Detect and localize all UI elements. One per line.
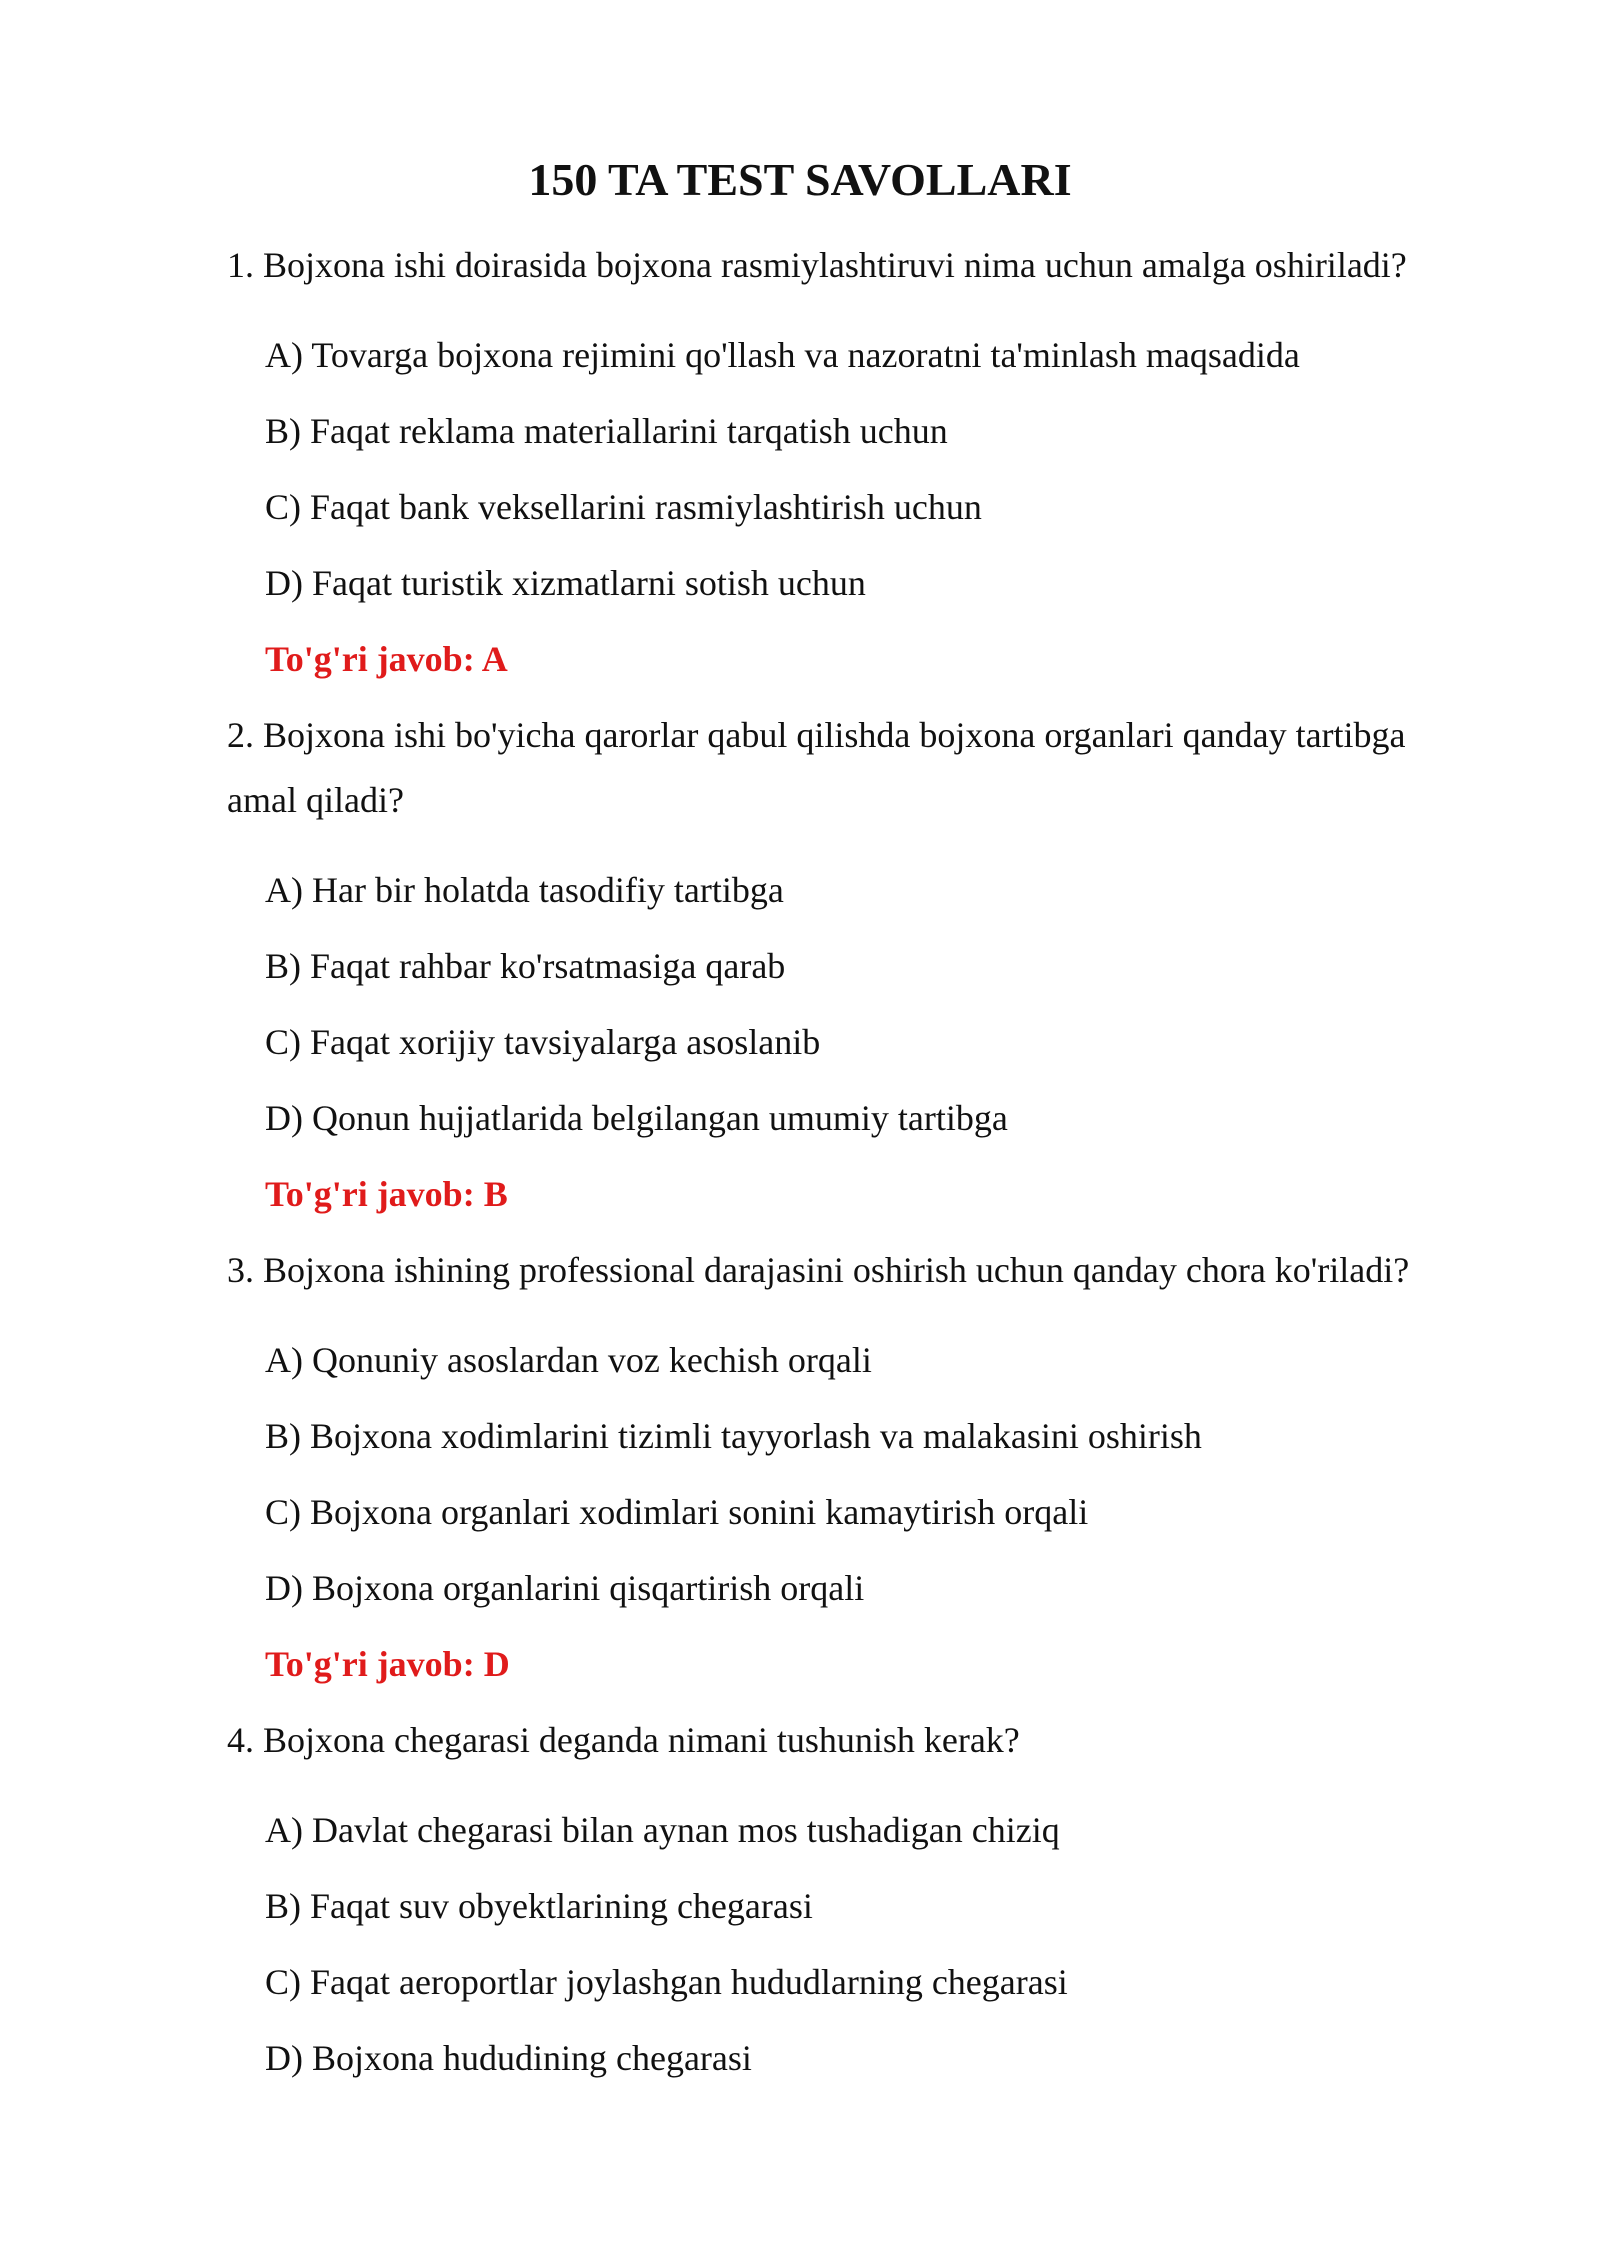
question-1-option-b: B) Faqat reklama materiallarini tarqatish uchun bbox=[265, 411, 948, 451]
question-3-option-c: C) Bojxona organlari xodimlari sonini kamaytirish orqali bbox=[265, 1492, 1089, 1532]
question-2-answer: To'g'ri javob: B bbox=[265, 1174, 508, 1214]
question-2-text-continued: amal qiladi? bbox=[227, 780, 404, 820]
question-2-option-a: A) Har bir holatda tasodifiy tartibga bbox=[265, 870, 784, 910]
question-4-text: 4. Bojxona chegarasi deganda nimani tushunish kerak? bbox=[227, 1720, 1020, 1760]
question-1-option-a: A) Tovarga bojxona rejimini qo'llash va nazoratni ta'minlash maqsadida bbox=[265, 335, 1300, 375]
question-2-option-c: C) Faqat xorijiy tavsiyalarga asoslanib bbox=[265, 1022, 821, 1062]
question-3-text: 3. Bojxona ishining professional darajasini oshirish uchun qanday chora ko'riladi? bbox=[227, 1250, 1410, 1290]
question-1-option-d: D) Faqat turistik xizmatlarni sotish uchun bbox=[265, 563, 866, 603]
question-4-option-d: D) Bojxona hududining chegarasi bbox=[265, 2038, 752, 2078]
question-3-answer: To'g'ri javob: D bbox=[265, 1644, 510, 1684]
document-title: 150 TA TEST SAVOLLARI bbox=[528, 154, 1072, 205]
question-4-option-a: A) Davlat chegarasi bilan aynan mos tushadigan chiziq bbox=[265, 1810, 1060, 1850]
question-1-text: 1. Bojxona ishi doirasida bojxona rasmiylashtiruvi nima uchun amalga oshiriladi? bbox=[227, 245, 1407, 285]
question-3-option-a: A) Qonuniy asoslardan voz kechish orqali bbox=[265, 1340, 872, 1380]
question-2-option-d: D) Qonun hujjatlarida belgilangan umumiy tartibga bbox=[265, 1098, 1008, 1138]
question-4-option-b: B) Faqat suv obyektlarining chegarasi bbox=[265, 1886, 813, 1926]
question-3-option-d: D) Bojxona organlarini qisqartirish orqali bbox=[265, 1568, 865, 1608]
question-1-answer: To'g'ri javob: A bbox=[265, 639, 508, 679]
question-3-option-b: B) Bojxona xodimlarini tizimli tayyorlash va malakasini oshirish bbox=[265, 1416, 1202, 1456]
question-4-option-c: C) Faqat aeroportlar joylashgan hududlarning chegarasi bbox=[265, 1962, 1068, 2002]
question-2-text: 2. Bojxona ishi bo'yicha qarorlar qabul qilishda bojxona organlari qanday tartibga bbox=[227, 715, 1406, 755]
question-2-option-b: B) Faqat rahbar ko'rsatmasiga qarab bbox=[265, 946, 786, 986]
question-1-option-c: C) Faqat bank veksellarini rasmiylashtirish uchun bbox=[265, 487, 982, 527]
